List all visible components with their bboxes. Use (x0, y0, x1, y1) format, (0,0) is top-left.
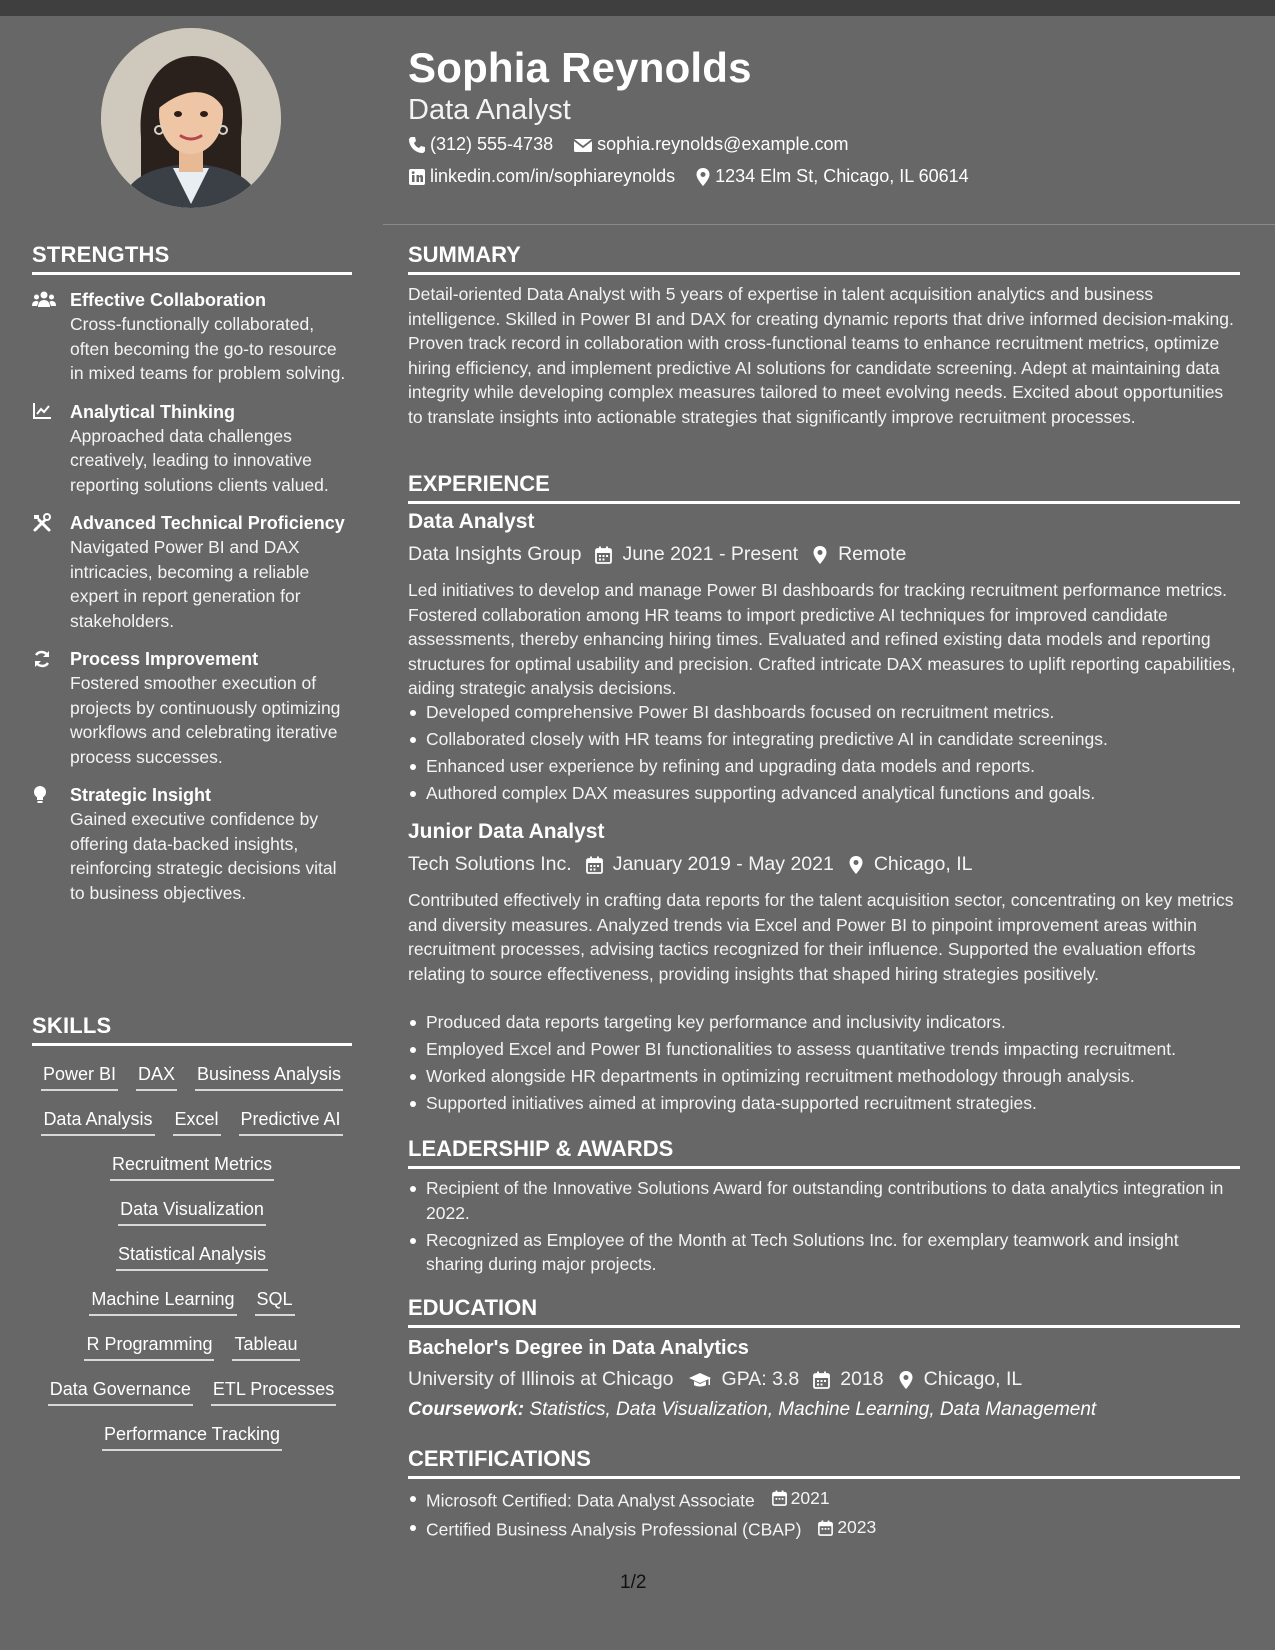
skills-list (32, 1062, 352, 1467)
profile-photo (101, 28, 281, 208)
phone-icon (408, 136, 426, 154)
skill-tag: Recruitment Metrics (110, 1152, 274, 1181)
strength-item (32, 783, 352, 905)
coursework-label: Coursework: (408, 1399, 525, 1420)
strength-desc: Cross-functionally collaborated, often becoming the go-to resource in mixed teams for problem solving. (70, 314, 346, 383)
summary-heading: SUMMARY (408, 242, 1240, 275)
envelope-icon (573, 137, 593, 153)
experience-heading: EXPERIENCE (408, 471, 1240, 504)
company-name: Tech Solutions Inc. (408, 853, 572, 875)
contact-line (408, 134, 869, 155)
job-title: Junior Data Analyst (408, 820, 605, 843)
strength-item (32, 288, 352, 386)
job-bullets (408, 700, 1240, 808)
skill-tag: Predictive AI (239, 1107, 343, 1136)
chart-line-icon (32, 400, 70, 498)
calendar-icon (813, 1371, 830, 1389)
school-name: University of Illinois at Chicago (408, 1368, 674, 1390)
job-dates: June 2021 - Present (622, 543, 799, 565)
list-item: Enhanced user experience by refining and upgrading data models and reports. (408, 754, 1240, 779)
strength-title: Effective Collaboration (70, 290, 267, 310)
candidate-name: Sophia Reynolds (408, 44, 752, 91)
strength-item (32, 511, 352, 633)
users-icon (32, 288, 70, 386)
location-pin-icon (812, 545, 828, 565)
graduation-year: 2018 (840, 1368, 884, 1390)
list-item: Worked alongside HR departments in optimizing recruitment methodology through analysis. (408, 1064, 1240, 1089)
skill-tag: Performance Tracking (102, 1422, 282, 1451)
degree-title: Bachelor's Degree in Data Analytics (408, 1337, 749, 1359)
strength-title: Strategic Insight (70, 785, 212, 805)
strength-title: Analytical Thinking (70, 401, 236, 422)
job-dates: January 2019 - May 2021 (612, 853, 834, 875)
calendar-icon (595, 546, 612, 564)
certification-year: 2021 (790, 1488, 830, 1508)
strength-desc: Gained executive confidence by offering data-backed insights, reinforcing strategic decisions vital to business objectives. (70, 809, 337, 903)
skill-tag: Statistical Analysis (116, 1242, 268, 1271)
location-pin-icon (695, 167, 711, 187)
certifications-heading: CERTIFICATIONS (408, 1446, 1240, 1479)
email-link[interactable]: sophia.reynolds@example.com (597, 134, 849, 154)
lightbulb-icon (32, 783, 70, 905)
job-meta (408, 543, 920, 566)
skill-tag: DAX (136, 1062, 177, 1091)
skill-tag: Power BI (41, 1062, 118, 1091)
job-description: Contributed effectively in crafting data reports for the talent acquisition sector, concentrating on key metrics and diversity measures. Analyzed trends via Excel and Power BI to pinpoint improvement areas within recruitment processes, advising tactics recognized for their influence. Supported the evaluation efforts relating to source effectiveness, providing insights that shaped hiring strategies positively. (408, 890, 1234, 984)
list-item: Collaborated closely with HR teams for integrating predictive AI in candidate screenings. (408, 727, 1240, 752)
list-item: Authored complex DAX measures supporting advanced analytical functions and goals. (408, 781, 1240, 806)
page-number: 1/2 (620, 1572, 647, 1593)
leadership-heading: LEADERSHIP & AWARDS (408, 1136, 1240, 1169)
calendar-icon (818, 1520, 833, 1536)
header-divider (383, 224, 1275, 225)
list-item: Employed Excel and Power BI functionalities to assess quantitative trends impacting recruitment. (408, 1037, 1240, 1062)
coursework-line (408, 1399, 1096, 1421)
list-item (408, 1486, 1240, 1513)
education-meta (408, 1368, 1036, 1391)
job-meta (408, 853, 986, 876)
skill-tag: SQL (255, 1287, 295, 1316)
skills-heading: SKILLS (32, 1013, 352, 1046)
contact-line (408, 166, 989, 187)
certification-year: 2023 (837, 1517, 877, 1538)
phone-number[interactable]: (312) 555-4738 (430, 134, 554, 154)
strength-item (32, 647, 352, 769)
skill-tag: Data Visualization (118, 1197, 266, 1226)
strengths-heading: STRENGTHS (32, 242, 352, 275)
strength-title: Advanced Technical Proficiency (70, 513, 345, 533)
skill-tag: ETL Processes (211, 1377, 336, 1406)
skill-tag: Data Analysis (41, 1107, 154, 1136)
certifications-list (408, 1486, 1240, 1545)
list-item: Produced data reports targeting key performance and inclusivity indicators. (408, 1010, 1240, 1035)
education-heading: EDUCATION (408, 1295, 1240, 1328)
job-description: Led initiatives to develop and manage Power BI dashboards for tracking recruitment performance metrics. Fostered collaboration among HR teams to import predictive AI techniques for improved candidate assessments, thereby enhancing hiring times. Evaluated and refined existing data models and reporting structures for optimal usability and precision. Crafted intricate DAX measures to uplift reporting capabilities, aiding strategic analysis decisions. (408, 580, 1236, 698)
company-name: Data Insights Group (408, 543, 582, 565)
address-text: 1234 Elm St, Chicago, IL 60614 (715, 166, 969, 186)
calendar-icon (586, 856, 603, 874)
sync-icon (32, 647, 70, 769)
tools-icon (32, 511, 70, 633)
strength-desc: Approached data challenges creatively, leading to innovative reporting solutions clients valued. (70, 425, 329, 495)
top-bar (0, 0, 1275, 16)
linkedin-link[interactable]: linkedin.com/in/sophiareynolds (430, 166, 676, 186)
job-location: Remote (838, 543, 907, 565)
skill-tag: Excel (173, 1107, 221, 1136)
candidate-role: Data Analyst (408, 94, 571, 126)
coursework-list: Statistics, Data Visualization, Machine Learning, Data Management (529, 1399, 1097, 1420)
list-item: Recognized as Employee of the Month at Tech Solutions Inc. for exemplary teamwork and insight sharing during major projects. (408, 1228, 1240, 1277)
location-pin-icon (848, 855, 864, 875)
graduation-cap-icon (688, 1371, 712, 1389)
list-item: Recipient of the Innovative Solutions Award for outstanding contributions to data analytics integration in 2022. (408, 1176, 1240, 1225)
certification-name: Certified Business Analysis Professional (CBAP) (426, 1519, 802, 1540)
strength-desc: Fostered smoother execution of projects by continuously optimizing workflows and celebrating iterative process successes. (70, 673, 341, 767)
certification-name: Microsoft Certified: Data Analyst Associate (426, 1490, 755, 1511)
skill-tag: Tableau (232, 1332, 299, 1361)
linkedin-icon (408, 168, 426, 186)
skill-tag: Data Governance (48, 1377, 193, 1406)
job-bullets (408, 1010, 1240, 1118)
list-item (408, 1515, 1240, 1542)
calendar-icon (772, 1490, 787, 1506)
skill-tag: R Programming (84, 1332, 214, 1361)
location-pin-icon (898, 1370, 914, 1390)
skill-tag: Machine Learning (89, 1287, 236, 1316)
strength-item (32, 400, 352, 498)
list-item: Supported initiatives aimed at improving data-supported recruitment strategies. (408, 1091, 1240, 1116)
job-location: Chicago, IL (873, 853, 973, 875)
strength-desc: Navigated Power BI and DAX intricacies, becoming a reliable expert in report generation for stakeholders. (70, 537, 310, 631)
list-item: Developed comprehensive Power BI dashboards focused on recruitment metrics. (408, 700, 1240, 725)
school-location: Chicago, IL (923, 1368, 1023, 1390)
strengths-list (32, 288, 352, 919)
skill-tag: Business Analysis (195, 1062, 343, 1091)
strength-title: Process Improvement (70, 649, 259, 669)
leadership-list (408, 1176, 1240, 1279)
job-title: Data Analyst (408, 510, 535, 533)
summary-text: Detail-oriented Data Analyst with 5 years of expertise in talent acquisition analytics and business intelligence. Skilled in Power BI and DAX for creating dynamic reports that drive informed decision-making. Proven track record in collaboration with cross-functional teams to enhance recruitment metrics, optimize hiring efficiency, and implement predictive AI solutions for candidate screening. Adept at maintaining data integrity while developing complex measures tailored to meet evolving needs. Excited about opportunities to translate insights into actionable strategies that significantly improve recruitment processes. (408, 284, 1234, 427)
gpa-value: GPA: 3.8 (721, 1368, 800, 1390)
